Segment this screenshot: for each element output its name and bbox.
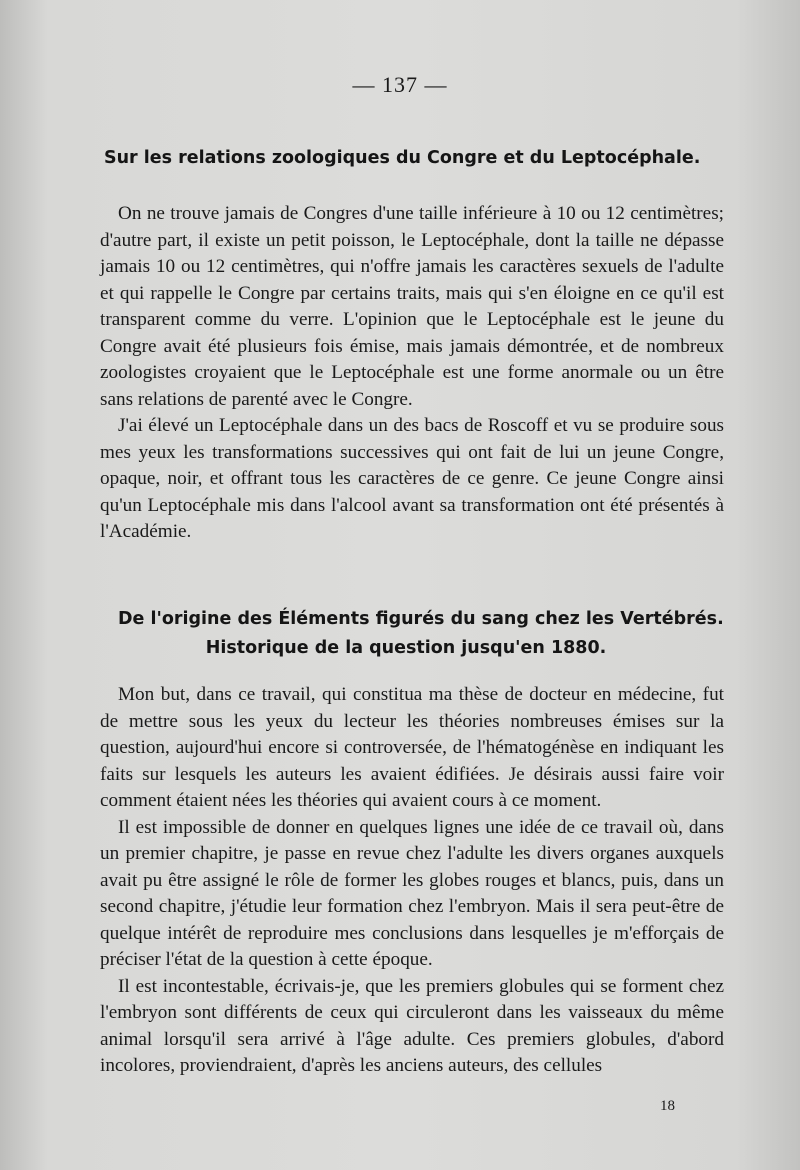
section-subtitle-historique: Historique de la question jusqu'en 1880. <box>205 638 607 658</box>
page-number: — 137 — <box>352 72 448 97</box>
paragraph: Il est impossible de donner en quelques lignes une idée de ce travail où, dans un premier chapitre, je passe en revue chez l'adulte les divers organes auxquels avait pu être assigné le rôle de former les globes rouges et blancs, puis, dans un second chapitre, j'étudie leur formation chez l'embryon. Mais il sera peut-être de quelque intérêt de reproduire mes conclusions dans lesquelles je m'efforçais de préciser l'état de la question à cette époque. <box>100 816 724 970</box>
signature-mark: 18 <box>660 1098 675 1114</box>
paragraph: On ne trouve jamais de Congres d'une taille inférieure à 10 ou 12 centimètres; d'autre part, il existe un petit poisson, le Leptocéphale, dont la taille ne dépasse jamais 10 ou 12 centimètres, qui n'offre jamais les caractères sexuels de l'adulte et qui rappelle le Congre par certains traits, mais qui s'en éloigne en ce qu'il est transparent comme du verre. L'opinion que le Leptocéphale est le jeune du Congre avait été plusieurs fois émise, mais jamais démontrée, et de nombreux zoologistes croyaient que le Leptocéphale est une forme anormale ou un être sans relations de parenté avec le Congre. <box>100 203 724 410</box>
section-title-congre: Sur les relations zoologiques du Congre et du Leptocéphale. <box>104 148 701 168</box>
section-body-congre <box>100 201 724 546</box>
section-body-sang <box>100 682 724 1080</box>
paragraph: J'ai élevé un Leptocéphale dans un des bacs de Roscoff et vu se produire sous mes yeux les transformations successives qui ont fait de lui un jeune Congre, opaque, noir, et offrant tous les caractères de ce genre. Ce jeune Congre ainsi qu'un Leptocéphale mis dans l'alcool avant sa transformation ont été présentés à l'Académie. <box>100 415 724 542</box>
section-title-sang: De l'origine des Éléments figurés du sang chez les Vertébrés. <box>118 609 724 629</box>
paragraph: Il est incontestable, écrivais-je, que les premiers globules qui se forment chez l'embryon sont différents de ceux qui circuleront dans les vaisseaux du même animal lorsqu'il sera arrivé à l'âge adulte. Ces premiers globules, d'abord incolores, proviendraient, d'après les anciens auteurs, des cellules <box>100 975 724 1076</box>
paragraph: Mon but, dans ce travail, qui constitua ma thèse de docteur en médecine, fut de mettre sous les yeux du lecteur les théories nombreuses émises sur la question, aujourd'hui encore si controversée, de l'hématogénèse en indiquant les faits sur lesquels les auteurs les avaient édifiées. Je désirais aussi faire voir comment étaient nées les théories qui avaient cours à ce moment. <box>100 684 724 811</box>
